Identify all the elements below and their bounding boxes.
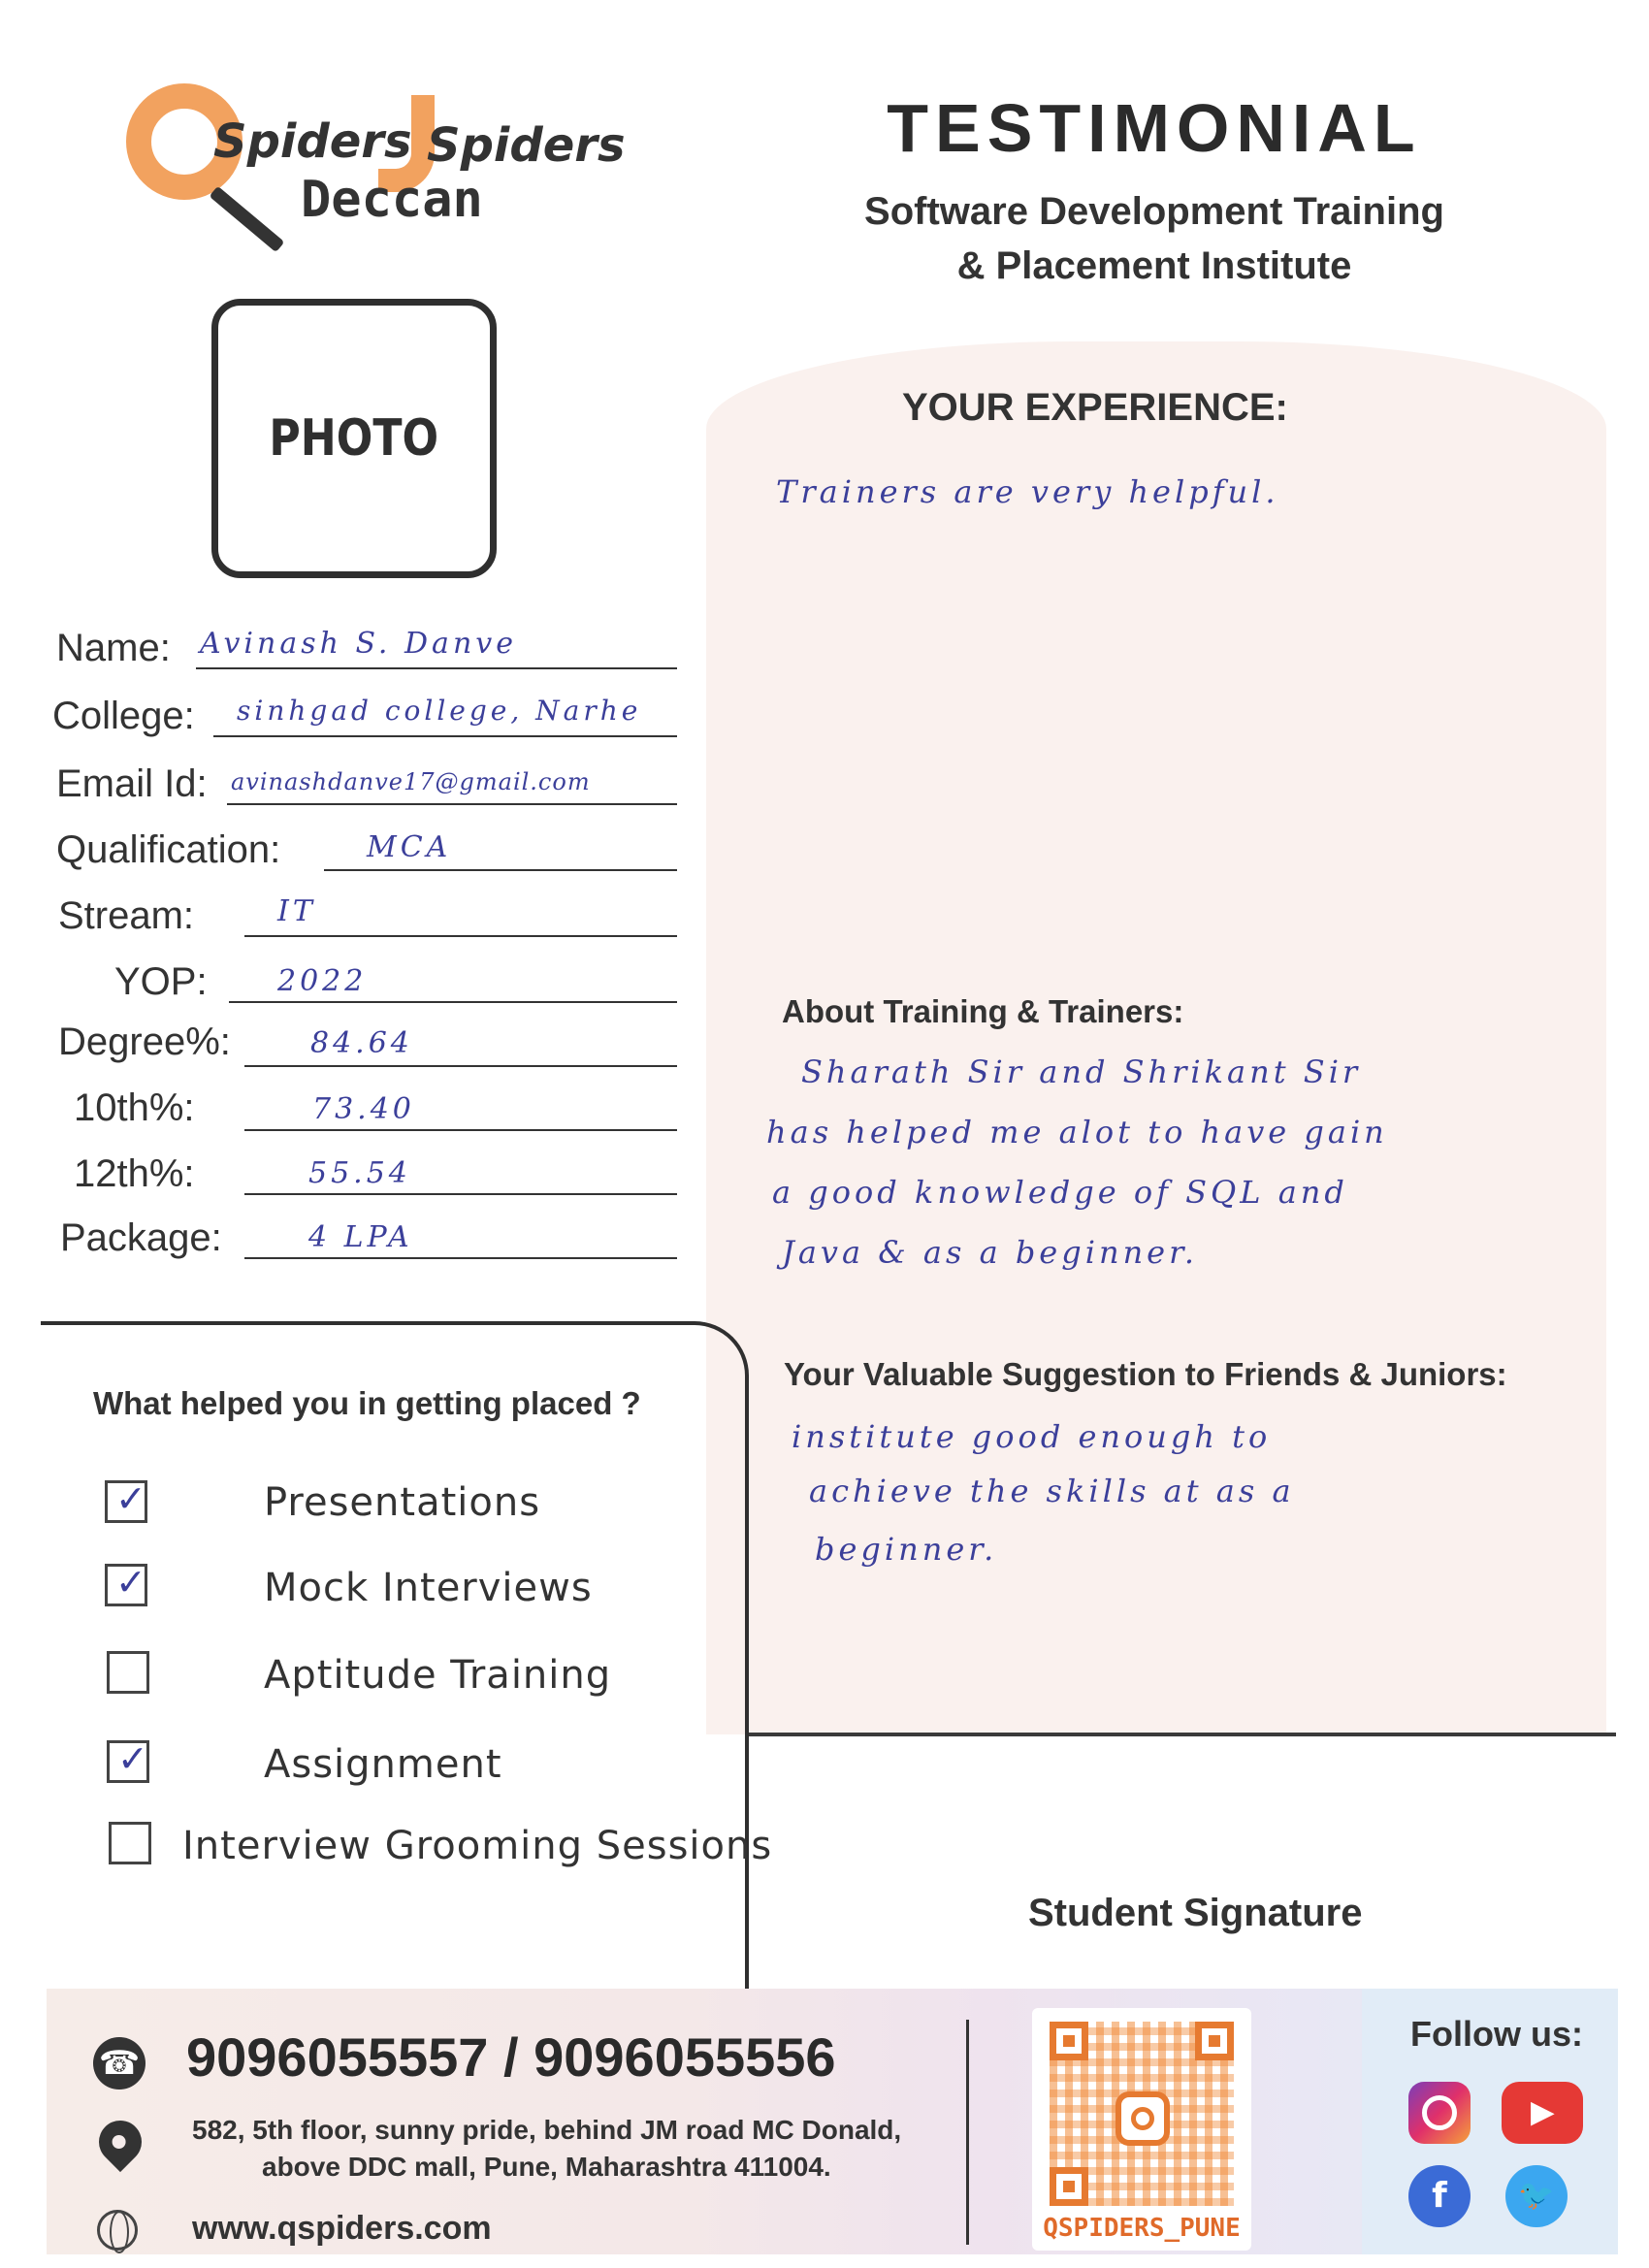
address-line-2: above DDC mall, Pune, Maharashtra 411004.: [262, 2152, 831, 2182]
college-label: College:: [52, 695, 195, 737]
yop-value: 2022: [277, 964, 368, 998]
about-training-heading: About Training & Trainers:: [782, 993, 1184, 1029]
email-label: Email Id:: [56, 762, 208, 805]
checklist-label-interview-grooming: Interview Grooming Sessions: [182, 1824, 773, 1868]
youtube-icon[interactable]: ▶: [1502, 2082, 1583, 2144]
package-value: 4 LPA: [308, 1220, 413, 1254]
college-value: sinhgad college, Narhe: [237, 695, 642, 727]
degree-percent-label: Degree%:: [58, 1021, 231, 1063]
twitter-icon[interactable]: 🐦: [1505, 2165, 1568, 2227]
package-line: [244, 1257, 677, 1259]
logo-word-qspiders: Spiders: [213, 114, 412, 169]
twelfth-percent-label: 12th%:: [74, 1152, 195, 1195]
degree-percent-value: 84.64: [310, 1026, 413, 1060]
experience-text: Trainers are very helpful.: [776, 473, 1279, 510]
suggestion-line: institute good enough to: [792, 1418, 1272, 1455]
qualification-line: [324, 869, 677, 871]
checkbox-mock-interviews[interactable]: [105, 1564, 147, 1606]
footer-divider: [966, 2020, 969, 2245]
page-title: TESTIMONIAL: [887, 90, 1422, 166]
checkbox-assignment[interactable]: [107, 1740, 149, 1783]
name-value: Avinash S. Danve: [200, 627, 517, 661]
stream-value: IT: [277, 894, 316, 928]
stream-label: Stream:: [58, 894, 195, 937]
photo-label: PHOTO: [269, 409, 439, 468]
qualification-value: MCA: [367, 830, 452, 864]
qualification-label: Qualification:: [56, 828, 281, 871]
subtitle-line-2: & Placement Institute: [956, 244, 1352, 287]
instagram-icon: [1116, 2091, 1170, 2146]
checkbox-presentations[interactable]: [105, 1480, 147, 1523]
qr-finder: [1050, 2167, 1088, 2206]
follow-us-label: Follow us:: [1410, 2014, 1583, 2054]
globe-icon: [97, 2210, 138, 2251]
email-line: [227, 803, 677, 805]
stream-line: [244, 935, 677, 937]
qspiders-jspiders-logo: [116, 78, 626, 243]
checklist-item[interactable]: [105, 1480, 147, 1523]
phone-icon: ☎: [93, 2037, 146, 2090]
checkbox-aptitude-training[interactable]: [107, 1651, 149, 1694]
photo-placeholder: [211, 299, 497, 578]
about-training-line: Java & as a beginner.: [782, 1234, 1199, 1271]
email-value: avinashdanve17@gmail.com: [231, 768, 591, 795]
checklist-item[interactable]: [105, 1564, 147, 1606]
qr-label: QSPIDERS_PUNE: [1043, 2214, 1241, 2243]
suggestion-line: achieve the skills at as a: [809, 1473, 1295, 1509]
logo-word-deccan: Deccan: [301, 171, 483, 229]
placement-help-heading: What helped you in getting placed ?: [93, 1385, 641, 1421]
checklist-item[interactable]: [107, 1740, 149, 1783]
phone-numbers: 9096055557 / 9096055556: [186, 2026, 836, 2088]
checkmark-icon: ✓: [115, 1563, 146, 1604]
tenth-percent-line: [244, 1129, 677, 1131]
yop-line: [229, 1001, 677, 1003]
checklist-label-assignment: Assignment: [264, 1742, 502, 1787]
name-line: [196, 667, 677, 669]
checkbox-interview-grooming[interactable]: [109, 1822, 151, 1864]
experience-heading: YOUR EXPERIENCE:: [902, 386, 1288, 429]
yop-label: YOP:: [114, 960, 208, 1003]
package-label: Package:: [60, 1216, 222, 1259]
name-label: Name:: [56, 627, 171, 669]
checklist-label-mock-interviews: Mock Interviews: [264, 1566, 593, 1610]
address-line-1: 582, 5th floor, sunny pride, behind JM road MC Donald,: [192, 2115, 902, 2145]
about-training-line: has helped me alot to have gain: [766, 1114, 1388, 1150]
checklist-item[interactable]: [107, 1651, 149, 1694]
qr-code[interactable]: [1032, 2008, 1251, 2251]
logo-word-jspiders: Spiders: [427, 118, 626, 173]
facebook-icon[interactable]: f: [1408, 2165, 1471, 2227]
website-link[interactable]: www.qspiders.com: [192, 2210, 492, 2247]
suggestion-heading: Your Valuable Suggestion to Friends & Juniors:: [784, 1356, 1507, 1392]
instagram-icon[interactable]: [1408, 2082, 1471, 2144]
q-letter-tail: [210, 186, 285, 253]
qr-finder: [1050, 2022, 1088, 2060]
signature-divider: [745, 1733, 1616, 1736]
about-training-line: a good knowledge of SQL and: [772, 1174, 1348, 1211]
tenth-percent-value: 73.40: [312, 1092, 415, 1126]
college-line: [213, 735, 677, 737]
twelfth-percent-line: [244, 1193, 677, 1195]
twelfth-percent-value: 55.54: [308, 1156, 411, 1190]
student-signature-label: Student Signature: [1028, 1892, 1363, 1934]
degree-percent-line: [244, 1065, 677, 1067]
checkmark-icon: ✓: [115, 1479, 146, 1520]
subtitle-line-1: Software Development Training: [864, 190, 1444, 233]
suggestion-line: beginner.: [815, 1531, 998, 1568]
qr-finder: [1195, 2022, 1234, 2060]
about-training-line: Sharath Sir and Shrikant Sir: [801, 1053, 1362, 1090]
checklist-item[interactable]: [109, 1822, 151, 1864]
experience-panel: [706, 341, 1606, 1734]
checklist-label-aptitude-training: Aptitude Training: [264, 1653, 612, 1698]
checkmark-icon: ✓: [117, 1739, 148, 1780]
checklist-label-presentations: Presentations: [264, 1480, 541, 1525]
tenth-percent-label: 10th%:: [74, 1086, 195, 1129]
